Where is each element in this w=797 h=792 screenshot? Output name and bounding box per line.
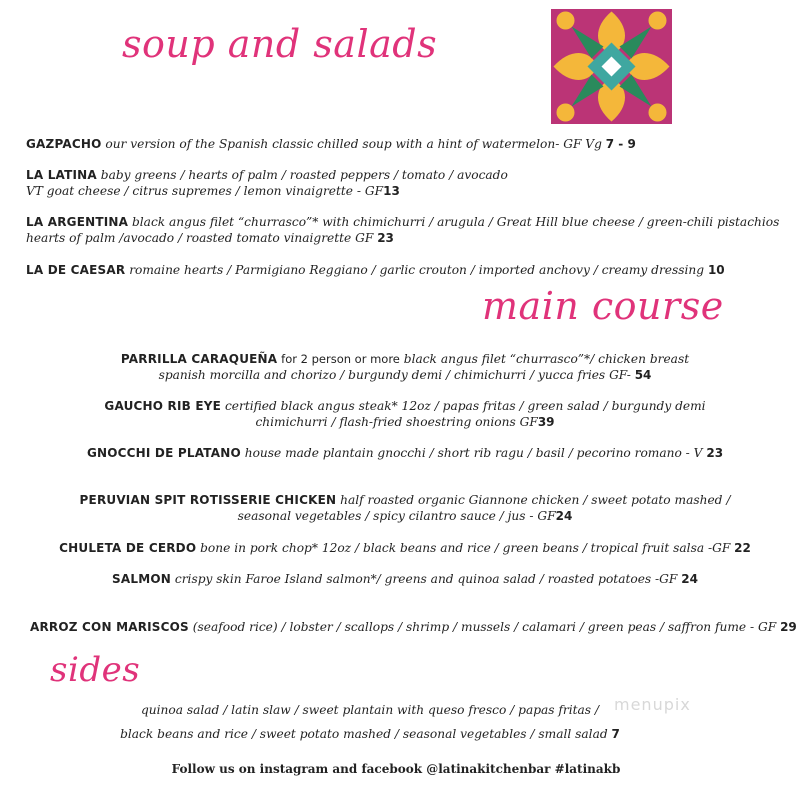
item-description: half roasted organic Giannone chicken / sweet potato mashed / xyxy=(340,493,731,507)
item-description: baby greens / hearts of palm / roasted peppers / tomato / avocado xyxy=(100,168,508,182)
menu-item-la-de-caesar xyxy=(26,262,725,278)
item-name: GAZPACHO xyxy=(26,137,102,151)
item-name: SALMON xyxy=(112,572,172,586)
menu-item-la-latina xyxy=(26,167,508,199)
menu-item-la-argentina xyxy=(26,214,779,246)
item-name: GNOCCHI DE PLATANO xyxy=(86,446,241,460)
item-price: 10 xyxy=(707,263,725,277)
menu-item-gazpacho xyxy=(26,136,636,152)
main-course-heading: main course xyxy=(482,284,724,328)
menu-item-gaucho-rib-eye xyxy=(40,398,770,430)
menu-item-parrilla-caraquena xyxy=(40,351,770,383)
item-description-line2: chimichurri / flash-fried shoestring onions GF xyxy=(255,415,538,429)
sides-heading: sides xyxy=(50,650,141,690)
item-description: (seafood rice) / lobster / scallops / shrimp / mussels / calamari / green peas / saffron fume - GF xyxy=(192,620,777,634)
item-price: 24 xyxy=(681,572,698,586)
item-name: CHULETA DE CERDO xyxy=(59,541,197,555)
decorative-tile-logo xyxy=(551,9,672,124)
item-description-line2: hearts of palm /avocado / roasted tomato vinaigrette GF xyxy=(26,231,374,245)
soup-salads-heading: soup and salads xyxy=(122,22,438,66)
item-name: ARROZ CON MARISCOS xyxy=(30,620,189,634)
item-description: black angus filet “churrasco”*/ chicken breast xyxy=(403,352,690,366)
menu-item-chuleta-de-cerdo xyxy=(40,540,770,556)
item-description: our version of the Spanish classic chilled soup with a hint of watermelon- GF Vg xyxy=(105,137,602,151)
item-description-line2: spanish morcilla and chorizo / burgundy demi / chimichurri / yucca fries GF- xyxy=(158,368,631,382)
sides-list xyxy=(40,698,700,746)
menu-item-salmon xyxy=(40,571,770,587)
item-description: crispy skin Faroe Island salmon*/ greens and quinoa salad / roasted potatoes -GF xyxy=(174,572,678,586)
sides-line-1: quinoa salad / latin slaw / sweet plantain with queso fresco / papas fritas / xyxy=(140,703,600,717)
item-description-line2: VT goat cheese / citrus supremes / lemon vinaigrette - GF xyxy=(26,184,384,198)
item-description: black angus filet “churrasco”* with chimichurri / arugula / Great Hill blue cheese / green-chili pistachios xyxy=(131,215,780,229)
item-description: house made plantain gnocchi / short rib ragu / basil / pecorino romano - V xyxy=(244,446,703,460)
item-name: LA DE CAESAR xyxy=(26,263,126,277)
item-price: 39 xyxy=(537,415,555,429)
item-name: PARRILLA CARAQUEÑA xyxy=(120,352,278,366)
menu-item-peruvian-chicken xyxy=(40,492,770,524)
sides-line-2: black beans and rice / sweet potato mashed / seasonal vegetables / small salad xyxy=(120,727,608,741)
item-description: bone in pork chop* 12oz / black beans and rice / green beans / tropical fruit salsa -GF xyxy=(200,541,731,555)
item-name: LA ARGENTINA xyxy=(26,215,129,229)
item-price: 7 - 9 xyxy=(605,137,636,151)
item-price: 29 xyxy=(780,620,797,634)
watermark-text: menupix xyxy=(614,695,691,714)
item-price: 23 xyxy=(706,446,724,460)
footer-social: Follow us on instagram and facebook @latinakitchenbar #latinakb xyxy=(171,762,621,776)
item-price: 13 xyxy=(383,184,400,198)
item-description: romaine hearts / Parmigiano Reggiano / garlic crouton / imported anchovy / creamy dressing xyxy=(129,263,705,277)
item-description-line2: seasonal vegetables / spicy cilantro sauce / jus - GF xyxy=(237,509,556,523)
item-name: PERUVIAN SPIT ROTISSERIE CHICKEN xyxy=(79,493,337,507)
sides-price: 7 xyxy=(611,727,620,741)
item-name: GAUCHO RIB EYE xyxy=(104,399,222,413)
menu-item-gnocchi-de-platano xyxy=(40,445,770,461)
item-price: 22 xyxy=(734,541,751,555)
item-price: 23 xyxy=(377,231,394,245)
menu-item-arroz-con-mariscos xyxy=(30,619,797,635)
item-note: for 2 person or more xyxy=(281,352,400,366)
item-price: 54 xyxy=(634,368,652,382)
item-description: certified black angus steak* 12oz / papas fritas / green salad / burgundy demi xyxy=(224,399,706,413)
item-price: 24 xyxy=(555,509,573,523)
item-name: LA LATINA xyxy=(26,168,97,182)
